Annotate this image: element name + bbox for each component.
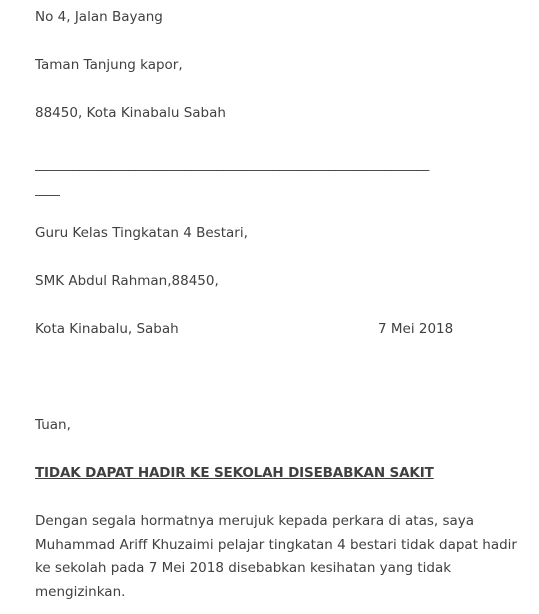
body-line-4: mengizinkan. (35, 583, 126, 600)
salutation: Tuan, (35, 417, 71, 433)
recipient-line-2: SMK Abdul Rahman,88450, (35, 273, 219, 289)
letter-subject: TIDAK DAPAT HADIR KE SEKOLAH DISEBABKAN SAKIT (35, 465, 434, 481)
separator-line-2: ____ (35, 181, 60, 197)
recipient-line-3: Kota Kinabalu, Sabah (35, 321, 179, 337)
letter-date: 7 Mei 2018 (378, 321, 454, 337)
recipient-line-1: Guru Kelas Tingkatan 4 Bestari, (35, 225, 248, 241)
separator-line-1: _______________________________________________________________ (35, 156, 429, 172)
body-line-3: ke sekolah pada 7 Mei 2018 disebabkan kesihatan yang tidak (35, 560, 452, 576)
body-paragraph (35, 510, 517, 604)
sender-address-line-1: No 4, Jalan Bayang (35, 9, 163, 25)
sender-address-line-2: Taman Tanjung kapor, (35, 57, 183, 73)
body-line-1: Dengan segala hormatnya merujuk kepada perkara di atas, saya (35, 513, 475, 529)
body-line-2: Muhammad Ariff Khuzaimi pelajar tingkatan 4 bestari tidak dapat hadir (35, 536, 517, 553)
sender-address-line-3: 88450, Kota Kinabalu Sabah (35, 105, 226, 121)
